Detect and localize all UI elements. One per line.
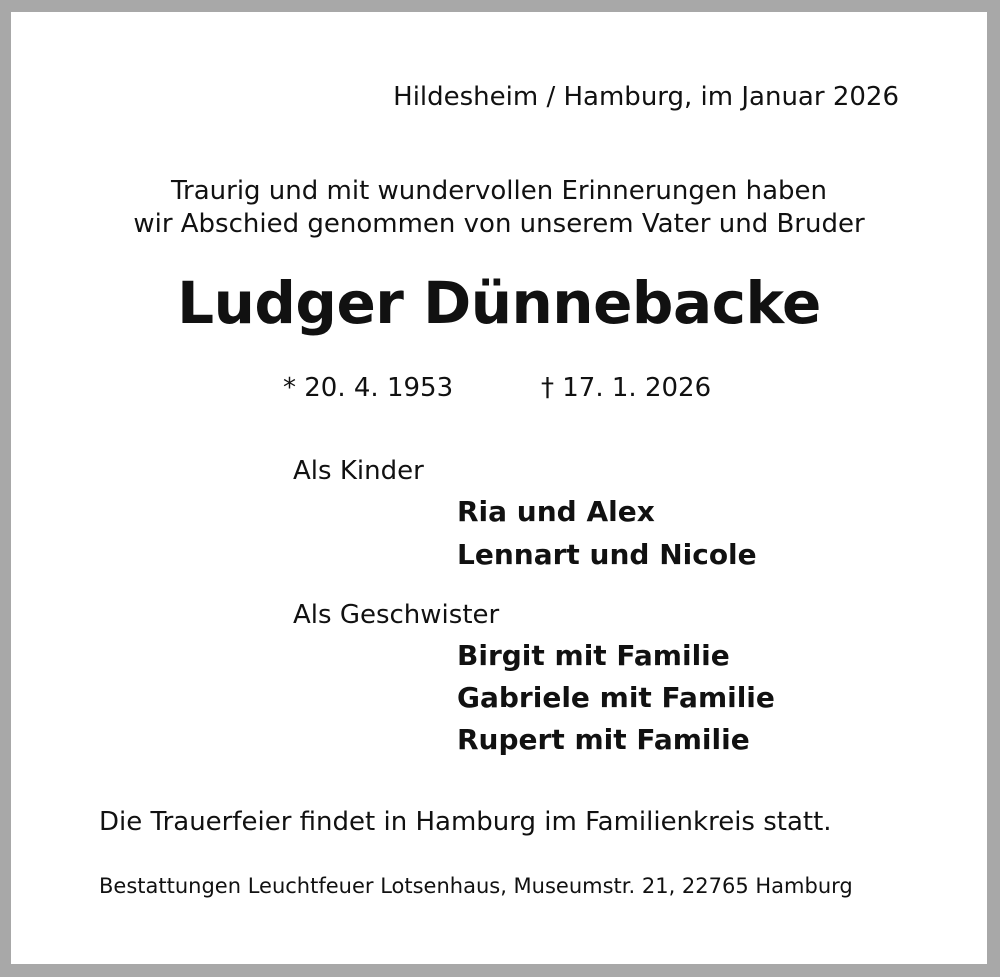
birth-date: * 20. 4. 1953 — [283, 373, 454, 403]
sibling-entry: Birgit mit Familie — [457, 639, 730, 672]
obituary-notice — [11, 12, 987, 964]
funeral-home-address: Bestattungen Leuchtfeuer Lotsenhaus, Museumstr. 21, 22765 Hamburg — [99, 874, 853, 898]
intro-text — [11, 175, 987, 241]
intro-line-1: Traurig und mit wundervollen Erinnerungen haben — [170, 176, 828, 206]
place-and-date: Hildesheim / Hamburg, im Januar 2026 — [393, 82, 899, 112]
death-date: † 17. 1. 2026 — [541, 373, 712, 403]
sibling-entry: Rupert mit Familie — [457, 723, 750, 756]
deceased-name: Ludger Dünnebacke — [177, 269, 821, 337]
funeral-ceremony-note: Die Trauerfeier findet in Hamburg im Familienkreis statt. — [99, 807, 832, 837]
intro-line-2: wir Abschied genommen von unserem Vater und Bruder — [133, 209, 865, 239]
sibling-entry: Gabriele mit Familie — [457, 681, 775, 714]
child-entry: Ria und Alex — [457, 495, 655, 528]
child-entry: Lennart und Nicole — [457, 538, 757, 571]
children-label: Als Kinder — [293, 456, 424, 486]
siblings-label: Als Geschwister — [293, 600, 500, 630]
